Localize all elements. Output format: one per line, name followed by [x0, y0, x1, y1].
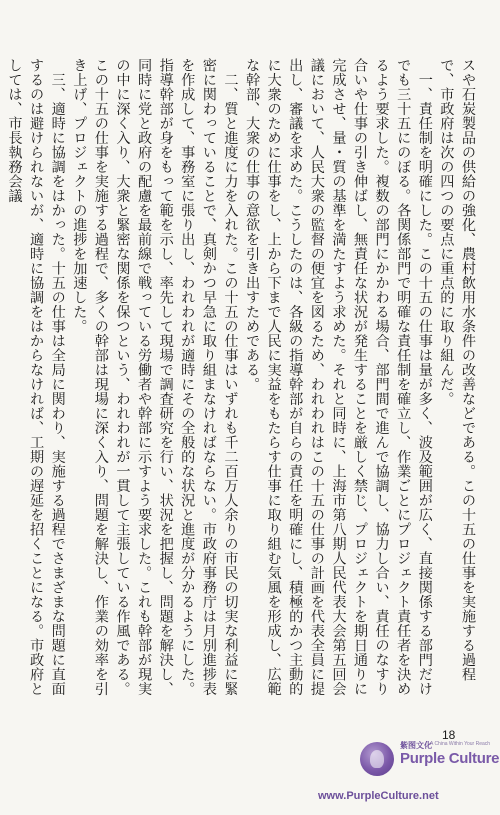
logo-tagline: A China Within Your Reach	[430, 741, 491, 747]
paragraph-point-one: 一、責任制を明確にした。この十五の仕事は量が多く、波及範囲が広く、直接関係する部門だけでも三十五にのぼる。各関係部門で明確な責任制を確立し、作業ごとにプロジェクト責任者を決めるよう要求した。複数の部門にかかわる場合、部門間で進んで協調し、協力し合い、責任のなすり合いや仕事の引き伸ばし、無責任な状況が発生することを厳しく禁じ、プロジェクトを期日通りに完成させ、量・質の基準を満たすよう求めた。それと同時に、上海市第八期人民代表大会第五回会議において、人民大衆の監督の便宜を図るため、われわれはこの十五の仕事の計画を代表全員に提出し、審議を求めた。こうしたのは、各級の指導幹部が自らの責任を明確にし、積極的かつ主動的に大衆のために仕事をし、上から下まで人民に実益をもたらす仕事に取り組む気風を形成し、広範な幹部、大衆の仕事の意欲を引き出すためである。	[244, 58, 433, 696]
logo-brand-name: Purple Culture	[400, 750, 500, 767]
watermark-url: www.PurpleCulture.net	[318, 790, 439, 802]
paragraph-point-three: 三、適時に協調をはかった。十五の仕事は全局に関わり、実施する過程でさまざまな問題に直面するのは避けられないが、適時に協調をはからなければ、工期の遅延を招くことになる。市政府としては、市長執務会議	[6, 58, 66, 696]
purple-culture-logo	[360, 738, 500, 786]
logo-chinese-text: 紫图文化	[400, 741, 432, 750]
paragraph-continuation: スや石炭製品の供給の強化、農村飲用水条件の改善などである。この十五の仕事を実施する過程で、市政府は次の四つの要点に重点的に取り組んだ。	[438, 58, 476, 682]
page-number: 18	[442, 728, 456, 742]
purple-leaf-icon	[360, 742, 394, 776]
vertical-text-body	[6, 58, 478, 698]
paragraph-point-two: 二、質と進度に力を入れた。この十五の仕事はいずれも千二百万人余りの市民の切実な利益に緊密に関わっていることで、真剣かつ早急に取り組まなければならない。市政府事務庁は月別進捗表を作成して、事務室に張り出し、われわれが適時にその全般的な状況と進度が分かるようにした。指導幹部が身をもって範を示し、率先して現場で調査研究を行い、状況を把握し、問題を解決し、同時に党と政府の配慮を最前線で戦っている労働者や幹部に示すよう要求した。これも幹部が現実の中に深く入り、大衆と緊密な関係を保つという、われわれが一貫して主張している作風である。この十五の仕事を実施する過程で、多くの幹部は現場に深く入り、問題を解決し、作業の効率を引き上げ、プロジェクトの進捗を加速した。	[71, 58, 239, 696]
